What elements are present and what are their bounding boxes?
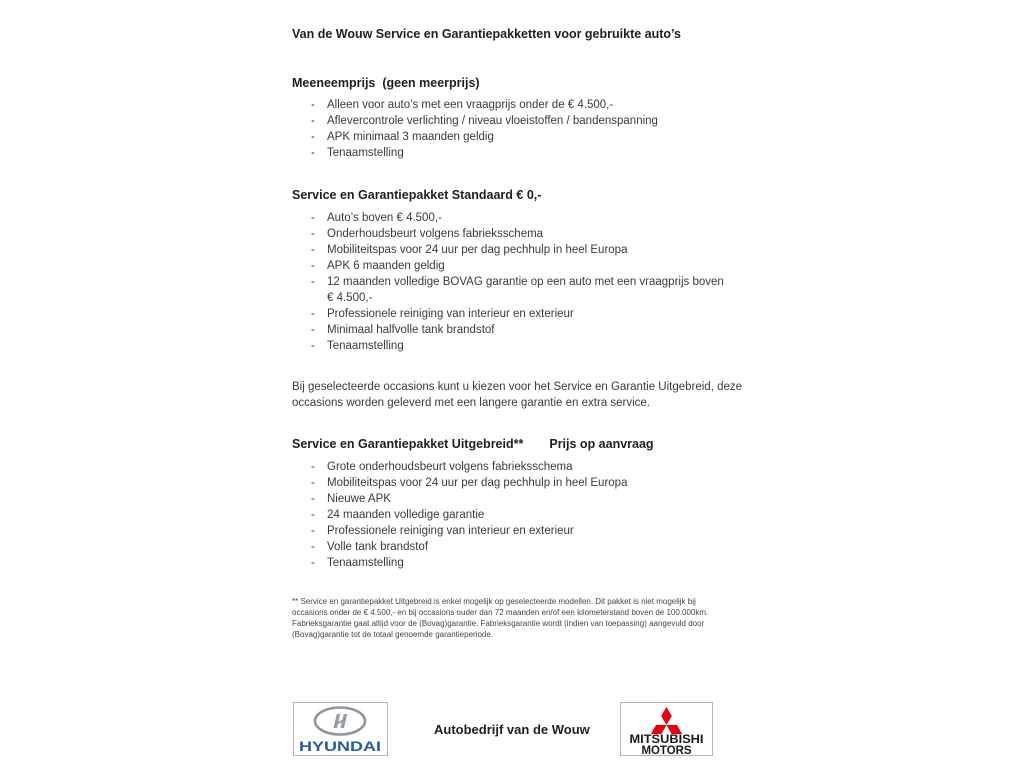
list-item: - Alleen voor auto’s met een vraagprijs onder de € 4.500,- bbox=[292, 97, 732, 113]
page-title: Van de Wouw Service en Garantiepakketten voor gebruikte auto’s bbox=[292, 27, 682, 41]
list-item: - 12 maanden volledige BOVAG garantie op een auto met een vraagprijs boven € 4.500,- bbox=[292, 274, 732, 306]
list-item: - Grote onderhoudsbeurt volgens fabrieksschema bbox=[292, 459, 732, 475]
uitgebreid-intro-paragraph: Bij geselecteerde occasions kunt u kiezen voor het Service en Garantie Uitgebreid, deze occasions worden geleverd met een langere garantie en extra service. bbox=[292, 381, 746, 409]
section-meeneemprijs bbox=[292, 75, 732, 161]
list-item: - Professionele reiniging van interieur en exterieur bbox=[292, 306, 732, 322]
list-item: - Volle tank brandstof bbox=[292, 539, 732, 555]
bullet-list-meeneemprijs bbox=[292, 97, 732, 161]
price-on-request-label: Prijs op aanvraag bbox=[549, 437, 654, 451]
list-item: - Nieuwe APK bbox=[292, 491, 732, 507]
bullet-list-uitgebreid bbox=[292, 459, 732, 571]
list-item: - 24 maanden volledige garantie bbox=[292, 507, 732, 523]
mitsubishi-wordmark-line2: MOTORS bbox=[641, 745, 692, 755]
section-heading-meeneemprijs: Meeneemprijs (geen meerprijs) bbox=[292, 76, 480, 90]
list-item: - Tenaamstelling bbox=[292, 338, 732, 354]
bullet-list-standaard bbox=[292, 210, 732, 354]
mitsubishi-diamonds-icon bbox=[621, 703, 712, 755]
mitsubishi-wordmark-line1: MITSUBISHI bbox=[629, 734, 704, 746]
section-heading-uitgebreid bbox=[292, 436, 732, 452]
content-column bbox=[292, 0, 746, 640]
list-item: - Professionele reiniging van interieur en exterieur bbox=[292, 523, 732, 539]
list-item: - Mobiliteitspas voor 24 uur per dag pechhulp in heel Europa bbox=[292, 475, 732, 491]
list-item: - Tenaamstelling bbox=[292, 145, 732, 161]
list-item: - APK minimaal 3 maanden geldig bbox=[292, 129, 732, 145]
hyundai-logo-box bbox=[293, 702, 388, 756]
hyundai-logo-icon bbox=[294, 703, 387, 755]
mitsubishi-logo-box bbox=[620, 702, 713, 756]
section-standaard bbox=[292, 187, 732, 354]
section-uitgebreid bbox=[292, 436, 732, 571]
list-item: - Aflevercontrole verlichting / niveau vloeistoffen / bandenspanning bbox=[292, 113, 732, 129]
footnote-text: ** Service en garantiepakket Uitgebreid is enkel mogelijk op geselecteerde modellen. Dit pakket is niet mogelijk bij occasions onder de € 4.500,- en bij occasions ouder dan 72 maanden en/of een kilometerstand boven de 100.000km. Fabrieksgarantie gaat altijd voor de (Bovag)garantie. Fabrieksgarantie wordt (indien van toepassing) aangevuld door (Bovag)garantie tot de totaal genoemde garantieperiode. bbox=[292, 597, 713, 639]
list-item: - Mobiliteitspas voor 24 uur per dag pechhulp in heel Europa bbox=[292, 242, 732, 258]
list-item: - Auto’s boven € 4.500,- bbox=[292, 210, 732, 226]
list-item: - APK 6 maanden geldig bbox=[292, 258, 732, 274]
list-item: - Minimaal halfvolle tank brandstof bbox=[292, 322, 732, 338]
list-item: - Onderhoudsbeurt volgens fabrieksschema bbox=[292, 226, 732, 242]
section-heading-uitgebreid-label: Service en Garantiepakket Uitgebreid** bbox=[292, 437, 524, 451]
list-item: - Tenaamstelling bbox=[292, 555, 732, 571]
company-name: Autobedrijf van de Wouw bbox=[434, 722, 590, 737]
section-heading-standaard: Service en Garantiepakket Standaard € 0,- bbox=[292, 188, 542, 202]
hyundai-wordmark: HYUNDAI bbox=[299, 739, 381, 754]
